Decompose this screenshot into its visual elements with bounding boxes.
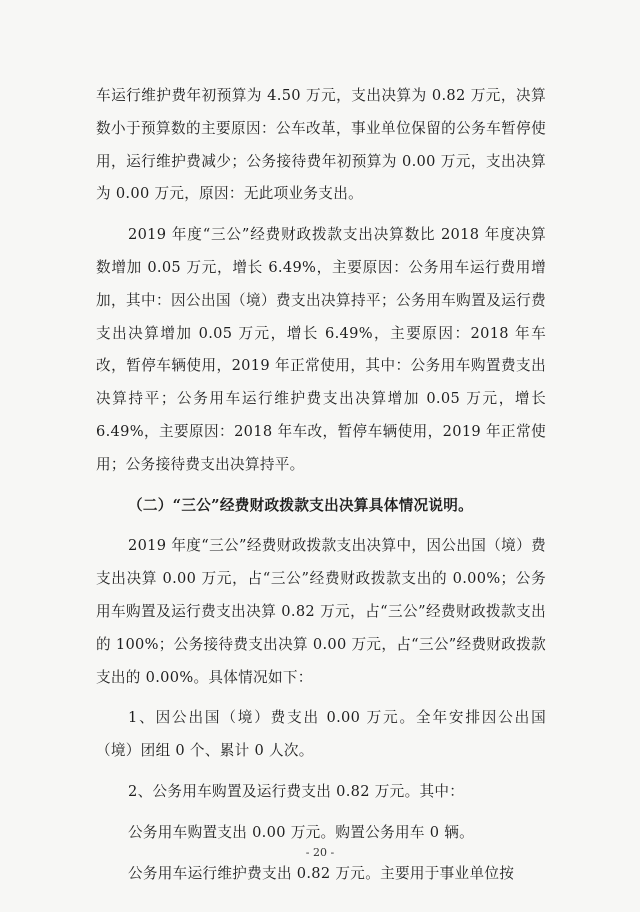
- paragraph-vehicle-purchase: 公务用车购置支出 0.00 万元。购置公务用车 0 辆。: [128, 823, 475, 841]
- paragraph-vehicle-maintenance: 车运行维护费年初预算为 4.50 万元，支出决算为 0.82 万元，决算数小于预算数的主要原因：公车改革，事业单位保留的公务车暂停使用，运行维护费减少；公务接待费年初预算为 0.00 万元，支出决算为 0.00 万元，原因：无此项业务支出。: [96, 87, 546, 203]
- paragraph-overseas-travel: 1、因公出国（境）费支出 0.00 万元。全年安排因公出国（境）团组 0 个、累计 0 人次。: [96, 709, 546, 760]
- paragraph-vehicle-expense: 2、公务用车购置及运行费支出 0.82 万元。其中：: [128, 782, 465, 800]
- paragraph-expenditure-breakdown: 2019 年度“三公”经费财政拨款支出决算中，因公出国（境）费支出决算 0.00 万元，占“三公”经费财政拨款支出的 0.00%；公务用车购置及运行费支出决算 0.82 万元，占“三公”经费财政拨款支出的 100%；公务接待费支出决算 0.00 万元，占“三公”经费财政拨款支出的 0.00%。具体情况如下：: [96, 537, 546, 686]
- section-heading: （二）“三公”经费财政拨款支出决算具体情况说明。: [128, 496, 474, 514]
- paragraph-year-comparison: 2019 年度“三公”经费财政拨款支出决算数比 2018 年度决算数增加 0.05 万元，增长 6.49%，主要原因：公务用车运行费用增加，其中：因公出国（境）费支出决算持平；公务用车购置及运行费支出决算增加 0.05 万元，增长 6.49%，主要原因：2018 年车改，暂停车辆使用，2019 年正常使用，其中：公务用车购置费支出决算持平；公务用车运行维护费支出决算增加 0.05 万元，增长 6.49%，主要原因：2018 年车改，暂停车辆使用，2019 年正常使用；公务接待费支出决算持平。: [96, 226, 546, 473]
- page-number: - 20 -: [305, 846, 335, 859]
- paragraph-vehicle-operation: 公务用车运行维护费支出 0.82 万元。主要用于事业单位按: [128, 864, 515, 882]
